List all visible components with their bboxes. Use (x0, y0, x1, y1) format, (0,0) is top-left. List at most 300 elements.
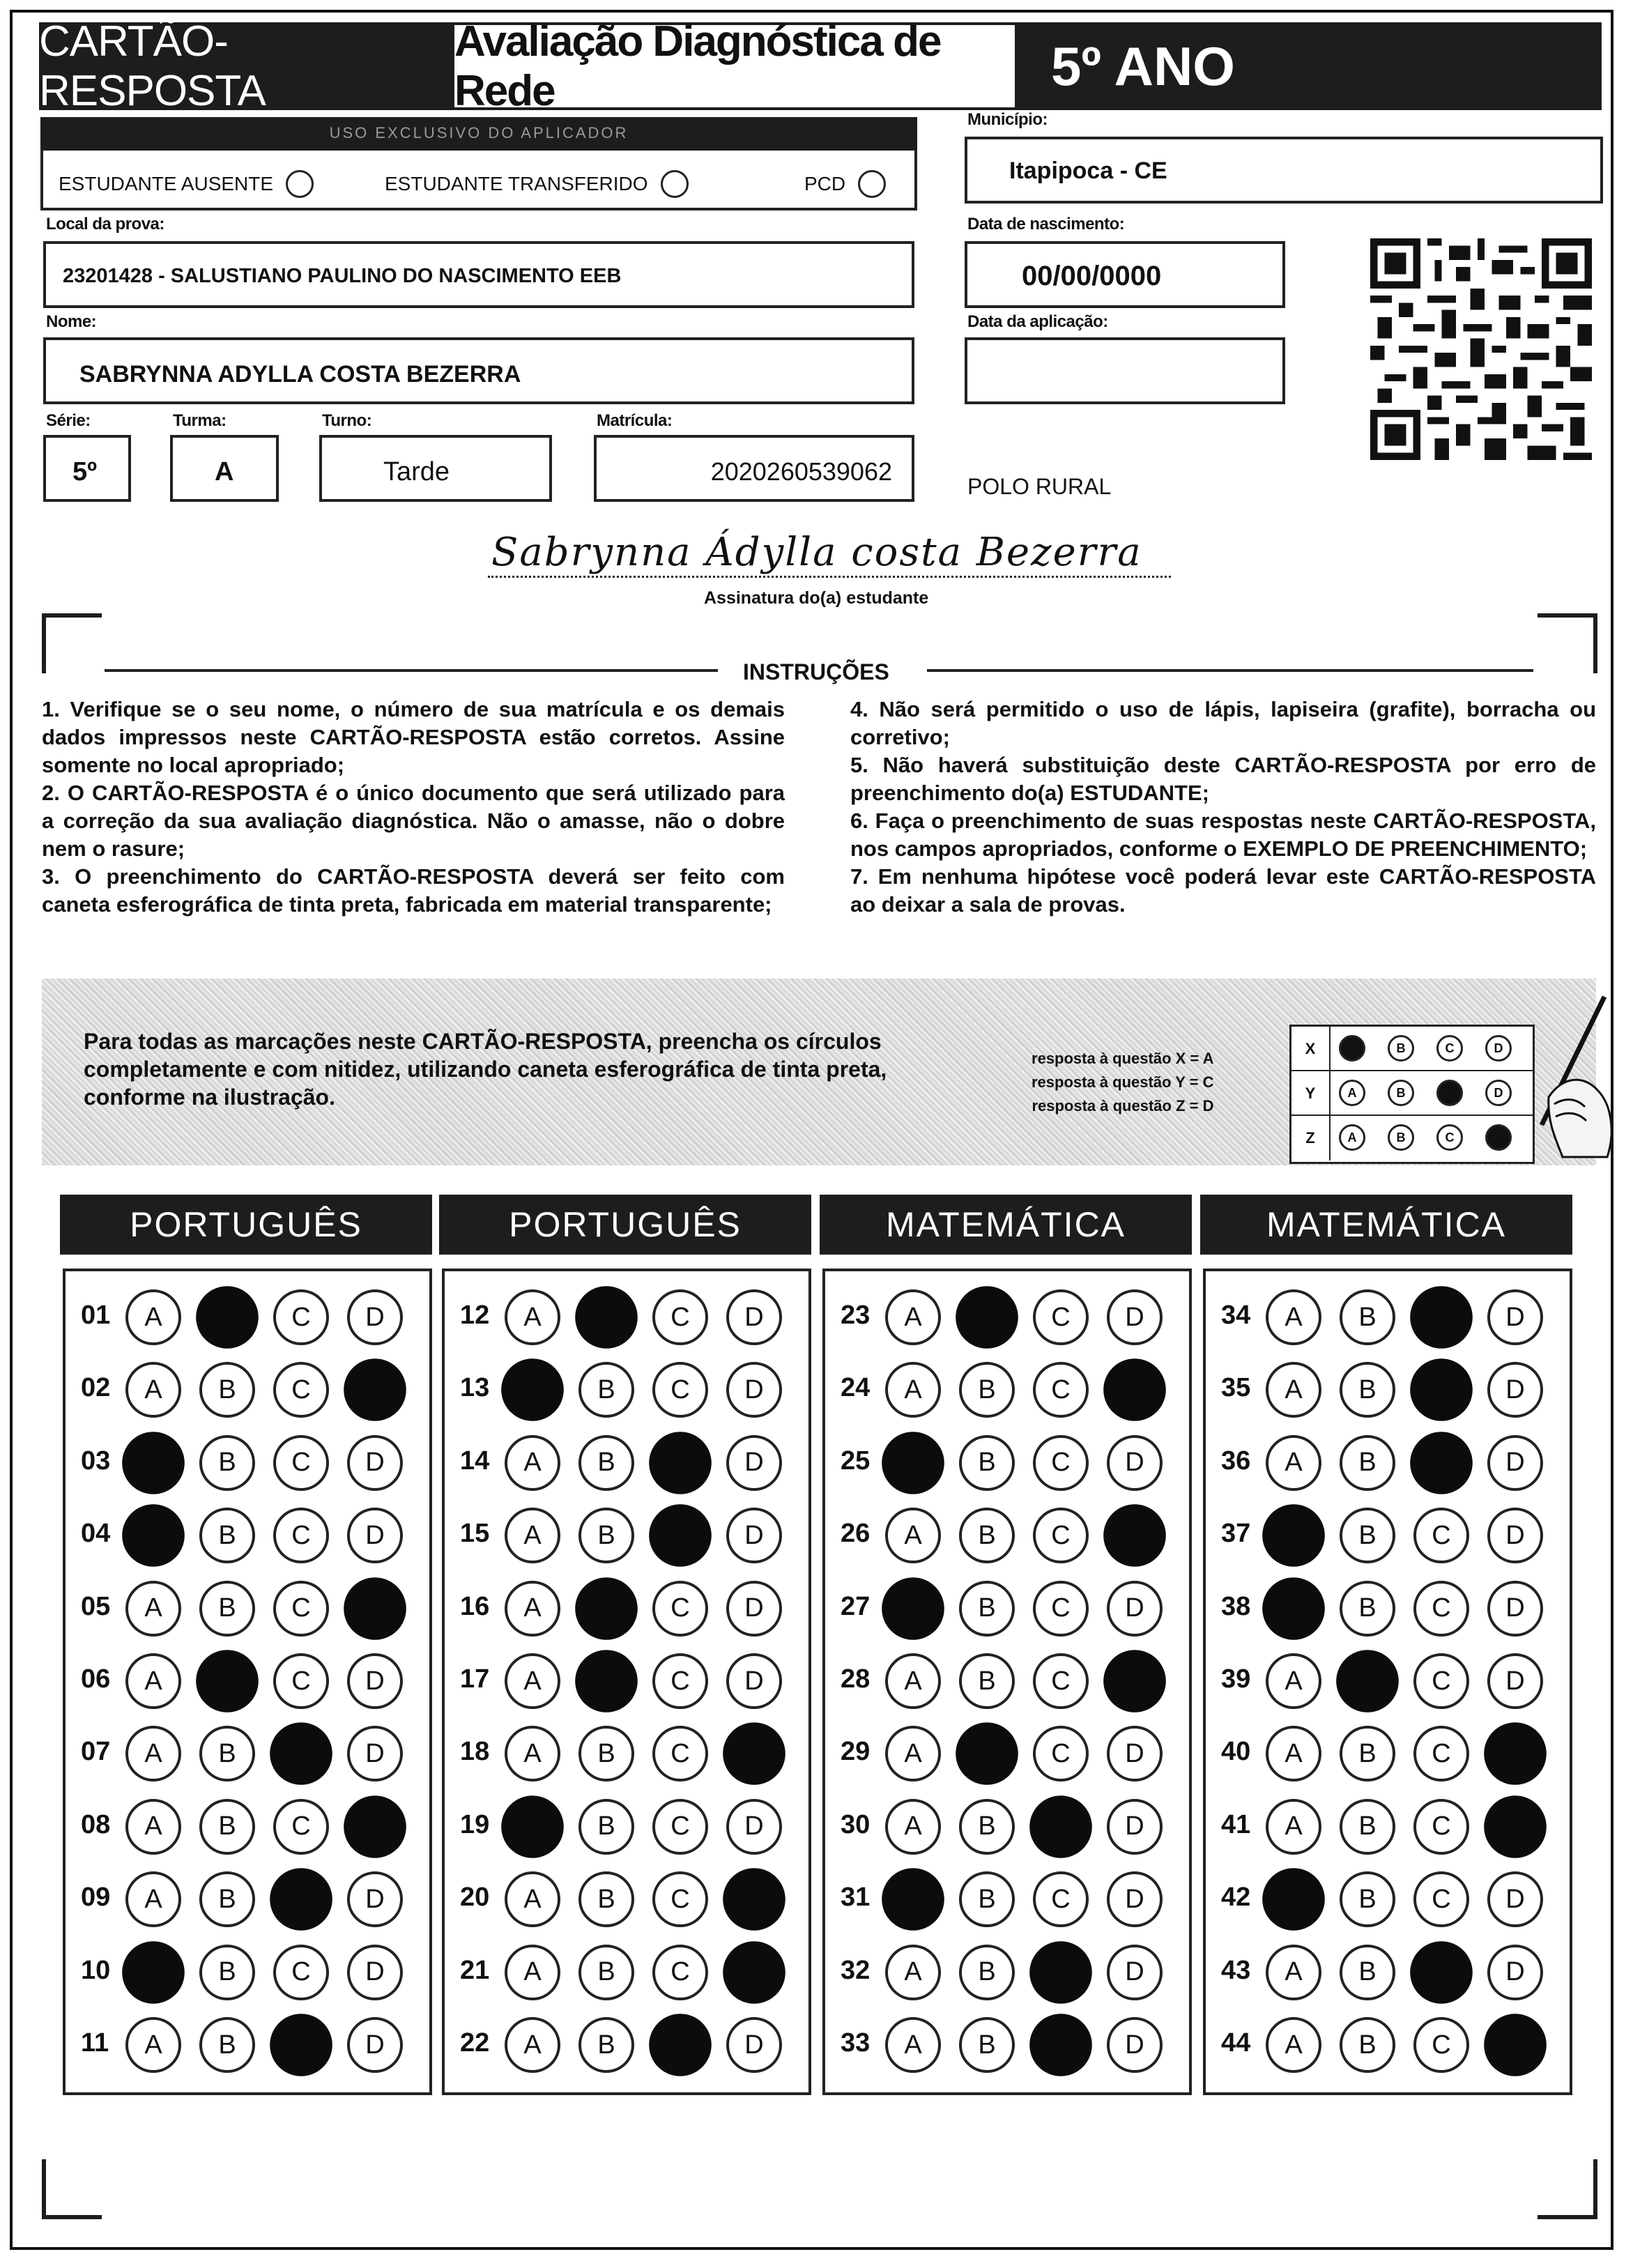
question-number: 20 (460, 1883, 490, 1913)
answer-bubble-d[interactable]: D (723, 1941, 785, 2004)
answer-bubble-d[interactable]: D (1107, 2017, 1163, 2073)
answer-bubble-c[interactable]: C (1413, 1871, 1469, 1927)
answer-bubble-b[interactable]: B (196, 1650, 259, 1713)
fill-example-keys (1032, 1047, 1213, 1118)
question-number: 28 (841, 1664, 871, 1694)
answer-bubble-d[interactable]: D (1484, 2014, 1547, 2076)
fill-example-key: resposta à questão Y = C (1032, 1073, 1214, 1091)
answer-bubble-a[interactable]: A (885, 1289, 941, 1345)
subject-header: MATEMÁTICA (1200, 1195, 1572, 1255)
student-signature: Sabrynna Ádylla costa Bezerra (491, 530, 1142, 575)
answer-bubble-d[interactable]: D (1487, 1871, 1543, 1927)
answer-bubble-c[interactable]: C (1410, 1359, 1473, 1422)
answer-bubble-b[interactable]: B (959, 1435, 1015, 1491)
answer-bubble-b[interactable]: B (578, 1871, 634, 1927)
question-number: 43 (1221, 1955, 1251, 1985)
answer-bubble-b[interactable]: B (199, 1799, 255, 1855)
answer-bubble-a[interactable]: A (885, 1508, 941, 1563)
question-number: 41 (1221, 1809, 1251, 1839)
municipio-field (965, 137, 1603, 204)
question-number: 10 (81, 1955, 111, 1985)
question-number: 39 (1221, 1664, 1251, 1694)
answer-bubble-d[interactable]: D (726, 1508, 782, 1563)
answer-bubble-c[interactable]: C (652, 1726, 708, 1782)
answer-bubble-c[interactable]: C (273, 1799, 329, 1855)
answer-bubble-a[interactable]: A (125, 1362, 181, 1418)
question-number: 42 (1221, 1883, 1251, 1913)
answer-bubble-d[interactable]: D (1103, 1359, 1166, 1422)
fill-example-bubble: D (1485, 1124, 1512, 1151)
question-row (825, 1281, 1189, 1354)
signature-line (488, 576, 1171, 578)
answer-bubble-d[interactable]: D (1487, 1653, 1543, 1709)
answer-bubble-d[interactable]: D (347, 1435, 403, 1491)
answer-bubble-d[interactable]: D (347, 1508, 403, 1563)
question-row (66, 1427, 429, 1499)
answer-bubble-a[interactable]: A (1266, 1799, 1321, 1855)
turno-field (319, 435, 552, 502)
answer-bubble-b[interactable]: B (196, 1286, 259, 1349)
answer-bubble-b[interactable]: B (578, 1362, 634, 1418)
answer-bubble-c[interactable]: C (1029, 1941, 1092, 2004)
local-label: Local da prova: (46, 215, 164, 233)
answer-bubble-c[interactable]: C (273, 1653, 329, 1709)
answer-bubble-c[interactable]: C (652, 1799, 708, 1855)
question-row (825, 1791, 1189, 1863)
answer-bubble-b[interactable]: B (959, 1653, 1015, 1709)
answer-bubble-a[interactable]: A (125, 2017, 181, 2073)
answer-bubble-c[interactable]: C (649, 1504, 712, 1567)
question-row (445, 1645, 808, 1717)
question-row (445, 1427, 808, 1499)
answer-bubble-b[interactable]: B (578, 2017, 634, 2073)
transferred-option[interactable] (385, 170, 689, 198)
answer-bubble-a[interactable]: A (1266, 1435, 1321, 1491)
answer-bubble-a[interactable]: A (1266, 1653, 1321, 1709)
answer-bubble-c[interactable]: C (652, 1945, 708, 2000)
answer-bubble-a[interactable]: A (505, 1945, 560, 2000)
answer-bubble-d[interactable]: D (1107, 1726, 1163, 1782)
answer-bubble-b[interactable]: B (959, 2017, 1015, 2073)
answer-bubble-d[interactable]: D (1487, 1435, 1543, 1491)
answer-bubble-c[interactable]: C (1029, 2014, 1092, 2076)
answer-bubble-d[interactable]: D (344, 1795, 406, 1858)
answer-bubble-b[interactable]: B (959, 1945, 1015, 2000)
question-row (66, 1863, 429, 1936)
nascimento-label: Data de nascimento: (967, 215, 1125, 233)
fill-example-bubble: A (1339, 1080, 1365, 1106)
answer-bubble-c[interactable]: C (1413, 1726, 1469, 1782)
signature-caption: Assinatura do(a) estudante (704, 588, 929, 608)
answer-bubble-b[interactable]: B (578, 1945, 634, 2000)
answer-bubble-c[interactable]: C (273, 1289, 329, 1345)
fill-example-bubble: C (1436, 1080, 1463, 1106)
question-number: 21 (460, 1955, 490, 1985)
answer-bubble-a[interactable]: A (1262, 1577, 1325, 1640)
answer-bubble-d[interactable]: D (726, 1289, 782, 1345)
answer-bubble-b[interactable]: B (199, 1508, 255, 1563)
answer-bubble-c[interactable]: C (652, 1653, 708, 1709)
answer-bubble-d[interactable]: D (1107, 1289, 1163, 1345)
fill-example-key: resposta à questão X = A (1032, 1050, 1214, 1067)
answer-column (442, 1269, 811, 2095)
fill-example-bubble: A (1339, 1124, 1365, 1151)
fill-example-bubble: D (1485, 1035, 1512, 1062)
answer-bubble-a[interactable]: A (505, 1653, 560, 1709)
answer-bubble-d[interactable]: D (726, 2017, 782, 2073)
turma-field (170, 435, 279, 502)
answer-bubble-b[interactable]: B (578, 1726, 634, 1782)
answer-bubble-a[interactable]: A (885, 1362, 941, 1418)
answer-bubble-a[interactable]: A (882, 1577, 944, 1640)
answer-bubble-b[interactable]: B (578, 1435, 634, 1491)
answer-bubble-c[interactable]: C (1033, 1508, 1089, 1563)
absent-option[interactable] (59, 170, 314, 198)
answer-bubble-d[interactable]: D (1487, 1362, 1543, 1418)
answer-bubble-c[interactable]: C (1413, 1653, 1469, 1709)
instructions-left-column (42, 696, 785, 919)
fill-example-key: resposta à questão Z = D (1032, 1097, 1214, 1114)
answer-bubble-c[interactable]: C (1410, 1432, 1473, 1494)
answer-bubble-a[interactable]: A (122, 1941, 185, 2004)
answer-bubble-a[interactable]: A (125, 1871, 181, 1927)
answer-bubble-c[interactable]: C (270, 2014, 332, 2076)
question-number: 05 (81, 1591, 111, 1621)
question-row (1206, 1427, 1570, 1499)
answer-bubble-a[interactable]: A (505, 2017, 560, 2073)
answer-bubble-d[interactable]: D (1107, 1799, 1163, 1855)
municipio-value: Itapipoca - CE (1009, 158, 1167, 184)
question-row (445, 1717, 808, 1790)
answer-bubble-d[interactable]: D (1103, 1650, 1166, 1713)
answer-bubble-b[interactable]: B (1340, 1508, 1395, 1563)
answer-bubble-b[interactable]: B (959, 1508, 1015, 1563)
answer-bubble-b[interactable]: B (1340, 1726, 1395, 1782)
answer-bubble-d[interactable]: D (347, 1726, 403, 1782)
answer-bubble-c[interactable]: C (649, 1432, 712, 1494)
answer-bubble-c[interactable]: C (1413, 1581, 1469, 1637)
answer-bubble-d[interactable]: D (723, 1868, 785, 1931)
matricula-label: Matrícula: (597, 411, 673, 430)
answer-bubble-b[interactable]: B (1340, 1945, 1395, 2000)
question-number: 33 (841, 2028, 871, 2058)
instruction-2: 2. O CARTÃO-RESPOSTA é o único documento que será utilizado para a correção da sua avaliação diagnóstica. Não o amasse, não o dobre nem o rasure; (42, 781, 785, 861)
answer-bubble-a[interactable]: A (505, 1726, 560, 1782)
answer-bubble-c[interactable]: C (273, 1435, 329, 1491)
answer-bubble-c[interactable]: C (1033, 1653, 1089, 1709)
aplicador-box (40, 149, 917, 210)
answer-bubble-a[interactable]: A (1266, 1945, 1321, 2000)
nome-value: SABRYNNA ADYLLA COSTA BEZERRA (79, 361, 521, 388)
pcd-bubble[interactable] (858, 170, 886, 198)
answer-bubble-a[interactable]: A (505, 1581, 560, 1637)
answer-bubble-b[interactable]: B (199, 1581, 255, 1637)
answer-bubble-d[interactable]: D (344, 1359, 406, 1422)
answer-bubble-d[interactable]: D (347, 1945, 403, 2000)
answer-bubble-b[interactable]: B (956, 1723, 1018, 1786)
answer-bubble-a[interactable]: A (125, 1799, 181, 1855)
answer-bubble-c[interactable]: C (652, 1289, 708, 1345)
answer-bubble-d[interactable]: D (726, 1362, 782, 1418)
question-row (445, 1791, 808, 1863)
answer-bubble-b[interactable]: B (199, 1871, 255, 1927)
question-number: 34 (1221, 1301, 1251, 1330)
fill-example-bubble: B (1388, 1035, 1414, 1062)
answer-bubble-b[interactable]: B (575, 1577, 638, 1640)
question-number: 09 (81, 1883, 111, 1913)
answer-bubble-a[interactable]: A (1266, 1289, 1321, 1345)
fill-example-row (1291, 1116, 1533, 1160)
answer-bubble-a[interactable]: A (505, 1508, 560, 1563)
answer-bubble-a[interactable]: A (501, 1359, 564, 1422)
transferred-bubble[interactable] (661, 170, 689, 198)
answer-bubble-a[interactable]: A (882, 1432, 944, 1494)
question-row (445, 1281, 808, 1354)
answer-bubble-d[interactable]: D (1103, 1504, 1166, 1567)
question-number: 44 (1221, 2028, 1251, 2058)
question-row (1206, 2009, 1570, 2081)
answer-bubble-d[interactable]: D (1487, 1508, 1543, 1563)
answer-bubble-c[interactable]: C (1413, 1508, 1469, 1563)
answer-bubble-b[interactable]: B (1340, 2017, 1395, 2073)
question-number: 18 (460, 1737, 490, 1767)
answer-bubble-d[interactable]: D (1487, 1581, 1543, 1637)
answer-bubble-b[interactable]: B (1340, 1871, 1395, 1927)
answer-bubble-a[interactable]: A (1266, 2017, 1321, 2073)
serie-label: Série: (46, 411, 91, 430)
answer-bubble-d[interactable]: D (347, 1289, 403, 1345)
answer-bubble-b[interactable]: B (1340, 1289, 1395, 1345)
question-number: 08 (81, 1809, 111, 1839)
aplicacao-field[interactable] (965, 337, 1285, 404)
answer-bubble-d[interactable]: D (1484, 1795, 1547, 1858)
question-number: 15 (460, 1519, 490, 1549)
turma-label: Turma: (173, 411, 227, 430)
answer-bubble-c[interactable]: C (1033, 1581, 1089, 1637)
fill-example-row (1291, 1027, 1533, 1071)
answer-bubble-d[interactable]: D (1107, 1435, 1163, 1491)
question-number: 19 (460, 1809, 490, 1839)
answer-bubble-b[interactable]: B (956, 1286, 1018, 1349)
nascimento-field (965, 241, 1285, 308)
pcd-option[interactable] (804, 170, 886, 198)
exam-title: Avaliação Diagnóstica de Rede (452, 22, 1018, 110)
answer-bubble-a[interactable]: A (882, 1868, 944, 1931)
answer-bubble-c[interactable]: C (273, 1508, 329, 1563)
answer-bubble-a[interactable]: A (1262, 1868, 1325, 1931)
answer-bubble-a[interactable]: A (125, 1581, 181, 1637)
answer-bubble-d[interactable]: D (1107, 1581, 1163, 1637)
answer-bubble-c[interactable]: C (652, 1362, 708, 1418)
question-number: 06 (81, 1664, 111, 1694)
answer-bubble-a[interactable]: A (505, 1289, 560, 1345)
question-number: 17 (460, 1664, 490, 1694)
answer-bubble-b[interactable]: B (199, 2017, 255, 2073)
question-row (445, 1354, 808, 1426)
answer-bubble-c[interactable]: C (270, 1723, 332, 1786)
answer-bubble-d[interactable]: D (347, 1653, 403, 1709)
answer-bubble-c[interactable]: C (273, 1581, 329, 1637)
answer-bubble-c[interactable]: C (270, 1868, 332, 1931)
answer-bubble-c[interactable]: C (1413, 2017, 1469, 2073)
answer-bubble-d[interactable]: D (344, 1577, 406, 1640)
answer-bubble-d[interactable]: D (1484, 1723, 1547, 1786)
answer-bubble-c[interactable]: C (1033, 1726, 1089, 1782)
answer-bubble-a[interactable]: A (885, 1799, 941, 1855)
answer-bubble-c[interactable]: C (652, 1581, 708, 1637)
answer-bubble-a[interactable]: A (1266, 1726, 1321, 1782)
answer-bubble-b[interactable]: B (199, 1435, 255, 1491)
absent-bubble[interactable] (286, 170, 314, 198)
answer-bubble-a[interactable]: A (1266, 1362, 1321, 1418)
answer-bubble-b[interactable]: B (575, 1286, 638, 1349)
answer-bubble-b[interactable]: B (1340, 1362, 1395, 1418)
answer-bubble-c[interactable]: C (1029, 1795, 1092, 1858)
fill-example-bubble: D (1485, 1080, 1512, 1106)
question-row (445, 1863, 808, 1936)
question-number: 11 (81, 2028, 109, 2058)
answer-bubble-d[interactable]: D (347, 1871, 403, 1927)
answer-bubble-c[interactable]: C (1033, 1289, 1089, 1345)
answer-bubble-a[interactable]: A (885, 1653, 941, 1709)
answer-bubble-a[interactable]: A (885, 1726, 941, 1782)
nome-field (43, 337, 914, 404)
answer-bubble-b[interactable]: B (959, 1871, 1015, 1927)
answer-bubble-a[interactable]: A (885, 1945, 941, 2000)
answer-bubble-a[interactable]: A (125, 1653, 181, 1709)
question-number: 23 (841, 1301, 871, 1330)
answer-bubble-c[interactable]: C (1033, 1871, 1089, 1927)
question-row (1206, 1717, 1570, 1790)
answer-bubble-d[interactable]: D (726, 1653, 782, 1709)
answer-bubble-b[interactable]: B (578, 1508, 634, 1563)
answer-bubble-b[interactable]: B (199, 1362, 255, 1418)
fill-example-bubble: A (1339, 1035, 1365, 1062)
answer-bubble-d[interactable]: D (726, 1799, 782, 1855)
answer-bubble-b[interactable]: B (959, 1362, 1015, 1418)
question-number: 29 (841, 1737, 871, 1767)
answer-bubble-a[interactable]: A (122, 1432, 185, 1494)
fill-example-grid (1289, 1025, 1535, 1164)
answer-column (822, 1269, 1192, 2095)
answer-bubble-c[interactable]: C (1033, 1435, 1089, 1491)
question-row (66, 1281, 429, 1354)
question-row (1206, 1863, 1570, 1936)
question-row (1206, 1354, 1570, 1426)
answer-bubble-b[interactable]: B (959, 1799, 1015, 1855)
answer-bubble-a[interactable]: A (505, 1435, 560, 1491)
transferred-label: ESTUDANTE TRANSFERIDO (385, 173, 648, 194)
answer-bubble-a[interactable]: A (885, 2017, 941, 2073)
answer-bubble-b[interactable]: B (199, 1945, 255, 2000)
serie-value: 5º (72, 457, 98, 486)
answer-bubble-b[interactable]: B (199, 1726, 255, 1782)
question-number: 12 (460, 1301, 490, 1330)
question-number: 27 (841, 1591, 871, 1621)
answer-bubble-c[interactable]: C (1033, 1362, 1089, 1418)
answer-bubble-a[interactable]: A (501, 1795, 564, 1858)
question-number: 22 (460, 2028, 490, 2058)
local-value: 23201428 - SALUSTIANO PAULINO DO NASCIMENTO EEB (63, 265, 622, 287)
answer-bubble-a[interactable]: A (505, 1871, 560, 1927)
question-number: 01 (81, 1301, 111, 1330)
instruction-1: 1. Verifique se o seu nome, o número de sua matrícula e os demais dados impressos neste CARTÃO-RESPOSTA estão corretos. Assine somente no local apropriado; (42, 697, 785, 777)
answer-bubble-d[interactable]: D (726, 1581, 782, 1637)
answer-bubble-c[interactable]: C (649, 2014, 712, 2076)
answer-bubble-c[interactable]: C (1410, 1941, 1473, 2004)
answer-bubble-b[interactable]: B (578, 1799, 634, 1855)
answer-bubble-c[interactable]: C (273, 1362, 329, 1418)
answer-bubble-d[interactable]: D (1487, 1289, 1543, 1345)
question-number: 02 (81, 1373, 111, 1403)
fill-example-bubble: C (1436, 1035, 1463, 1062)
answer-column (1203, 1269, 1572, 2095)
answer-bubble-a[interactable]: A (125, 1726, 181, 1782)
question-row (66, 1572, 429, 1645)
question-row (1206, 1791, 1570, 1863)
answer-bubble-b[interactable]: B (1340, 1799, 1395, 1855)
question-number: 16 (460, 1591, 490, 1621)
turma-value: A (215, 457, 234, 486)
instructions-title: INSTRUÇÕES (743, 659, 889, 684)
answer-bubble-d[interactable]: D (347, 2017, 403, 2073)
card-title: CARTÃO-RESPOSTA (39, 22, 452, 110)
question-number: 38 (1221, 1591, 1251, 1621)
answer-bubble-d[interactable]: D (726, 1435, 782, 1491)
answer-column (63, 1269, 432, 2095)
answer-bubble-b[interactable]: B (1340, 1581, 1395, 1637)
answer-bubble-d[interactable]: D (1107, 1871, 1163, 1927)
question-number: 04 (81, 1519, 111, 1549)
question-row (825, 2009, 1189, 2081)
fill-example-question: X (1291, 1027, 1331, 1071)
question-row (66, 1645, 429, 1717)
answer-bubble-c[interactable]: C (1410, 1286, 1473, 1349)
nascimento-value: 00/00/0000 (1022, 261, 1162, 291)
answer-bubble-b[interactable]: B (575, 1650, 638, 1713)
fill-example-panel (42, 979, 1596, 1165)
answer-bubble-b[interactable]: B (1340, 1435, 1395, 1491)
question-number: 24 (841, 1373, 871, 1403)
question-number: 35 (1221, 1373, 1251, 1403)
answer-bubble-a[interactable]: A (125, 1289, 181, 1345)
serie-field (43, 435, 131, 502)
answer-bubble-a[interactable]: A (122, 1504, 185, 1567)
question-row (66, 1791, 429, 1863)
answer-bubble-b[interactable]: B (959, 1581, 1015, 1637)
question-number: 13 (460, 1373, 490, 1403)
answer-bubble-d[interactable]: D (1487, 1945, 1543, 2000)
instruction-4: 4. Não será permitido o uso de lápis, lapiseira (grafite), borracha ou corretivo; (850, 697, 1596, 749)
question-row (445, 1499, 808, 1572)
question-row (1206, 1572, 1570, 1645)
question-row (1206, 1645, 1570, 1717)
answer-bubble-b[interactable]: B (1336, 1650, 1399, 1713)
question-row (66, 1499, 429, 1572)
question-row (1206, 1499, 1570, 1572)
turno-value: Tarde (383, 457, 450, 486)
answer-bubble-d[interactable]: D (723, 1723, 785, 1786)
question-number: 32 (841, 1955, 871, 1985)
answer-bubble-c[interactable]: C (273, 1945, 329, 2000)
answer-bubble-d[interactable]: D (1107, 1945, 1163, 2000)
answer-bubble-c[interactable]: C (1413, 1799, 1469, 1855)
answer-bubble-a[interactable]: A (1262, 1504, 1325, 1567)
answer-bubble-c[interactable]: C (652, 1871, 708, 1927)
instruction-6: 6. Faça o preenchimento de suas respostas neste CARTÃO-RESPOSTA, nos campos apropriados, conforme o EXEMPLO DE PREENCHIMENTO; (850, 809, 1596, 861)
question-row (1206, 1936, 1570, 2009)
fill-example-question: Z (1291, 1116, 1331, 1160)
